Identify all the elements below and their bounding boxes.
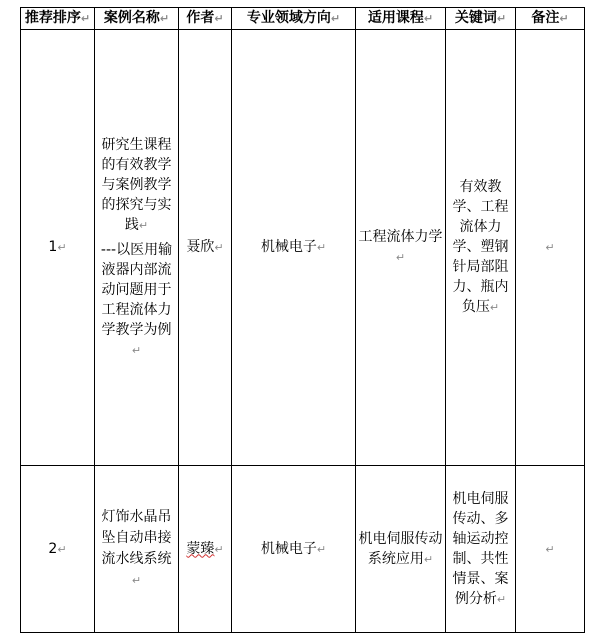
header-rank: 推荐排序↵ <box>21 8 95 30</box>
cell-case-name <box>95 466 179 633</box>
cell-note <box>516 30 585 466</box>
case-title: 研究生课程的有效教学与案例教学的探究与实践 <box>101 136 172 233</box>
paragraph-mark-icon: ↵ <box>138 218 149 232</box>
paragraph-mark-icon: ↵ <box>214 241 224 254</box>
paragraph-mark-icon: ↵ <box>57 241 67 254</box>
cell-course: 机电伺服传动系统应用↵ <box>356 466 446 633</box>
paragraph-mark-icon: ↵ <box>395 251 406 264</box>
cell-note <box>516 466 585 633</box>
cell-field: 机械电子↵ <box>232 30 356 466</box>
paragraph-mark-icon: ↵ <box>330 12 341 25</box>
header-keywords: 关键词↵ <box>446 8 516 30</box>
cell-case-name <box>95 30 179 466</box>
header-row <box>21 8 585 30</box>
header-course: 适用课程↵ <box>356 8 446 30</box>
table-row <box>21 466 585 633</box>
paragraph-mark-icon: ↵ <box>545 542 555 556</box>
paragraph-mark-icon: ↵ <box>545 241 555 254</box>
header-note: 备注↵ <box>516 8 585 30</box>
paragraph-mark-icon: ↵ <box>159 12 170 25</box>
cell-course: 工程流体力学↵ <box>356 30 446 466</box>
paragraph-mark-icon: ↵ <box>496 592 507 606</box>
table-row <box>21 30 585 466</box>
paragraph-mark-icon: ↵ <box>316 542 327 556</box>
paragraph-mark-icon: ↵ <box>559 12 569 25</box>
paragraph-mark-icon: ↵ <box>423 552 434 566</box>
cell-author: 蒙臻↵ <box>179 466 232 633</box>
case-subtitle: ---以医用输液器内部流动问题用于工程流体力学教学为例↵ <box>100 241 173 357</box>
paragraph-mark-icon: ↵ <box>214 542 224 556</box>
cell-rank: 1↵ <box>21 30 95 466</box>
header-author: 作者↵ <box>179 8 232 30</box>
paragraph-mark-icon: ↵ <box>423 12 434 25</box>
cell-keywords: 有效教学、工程流体力学、塑钢针局部阻力、瓶内负压↵ <box>446 30 516 466</box>
paragraph-mark-icon: ↵ <box>131 343 142 357</box>
header-field: 专业领域方向↵ <box>232 8 356 30</box>
paragraph-mark-icon: ↵ <box>489 301 500 314</box>
cell-rank: 2↵ <box>21 466 95 633</box>
paragraph-mark-icon: ↵ <box>57 542 67 556</box>
paragraph-mark-icon: ↵ <box>496 12 507 25</box>
cell-keywords: 机电伺服传动、多轴运动控制、共性情景、案例分析↵ <box>446 466 516 633</box>
header-case-name: 案例名称↵ <box>95 8 179 30</box>
case-title: 灯饰水晶吊坠自动串接流水线系统 <box>101 509 172 567</box>
cell-field: 机械电子↵ <box>232 466 356 633</box>
recommendation-table <box>20 7 585 633</box>
paragraph-mark-icon: ↵ <box>214 12 224 25</box>
cell-author: 聂欣↵ <box>179 30 232 466</box>
paragraph-mark-icon: ↵ <box>316 241 327 254</box>
paragraph-mark-icon: ↵ <box>80 12 91 25</box>
paragraph-mark-icon: ↵ <box>131 574 142 587</box>
